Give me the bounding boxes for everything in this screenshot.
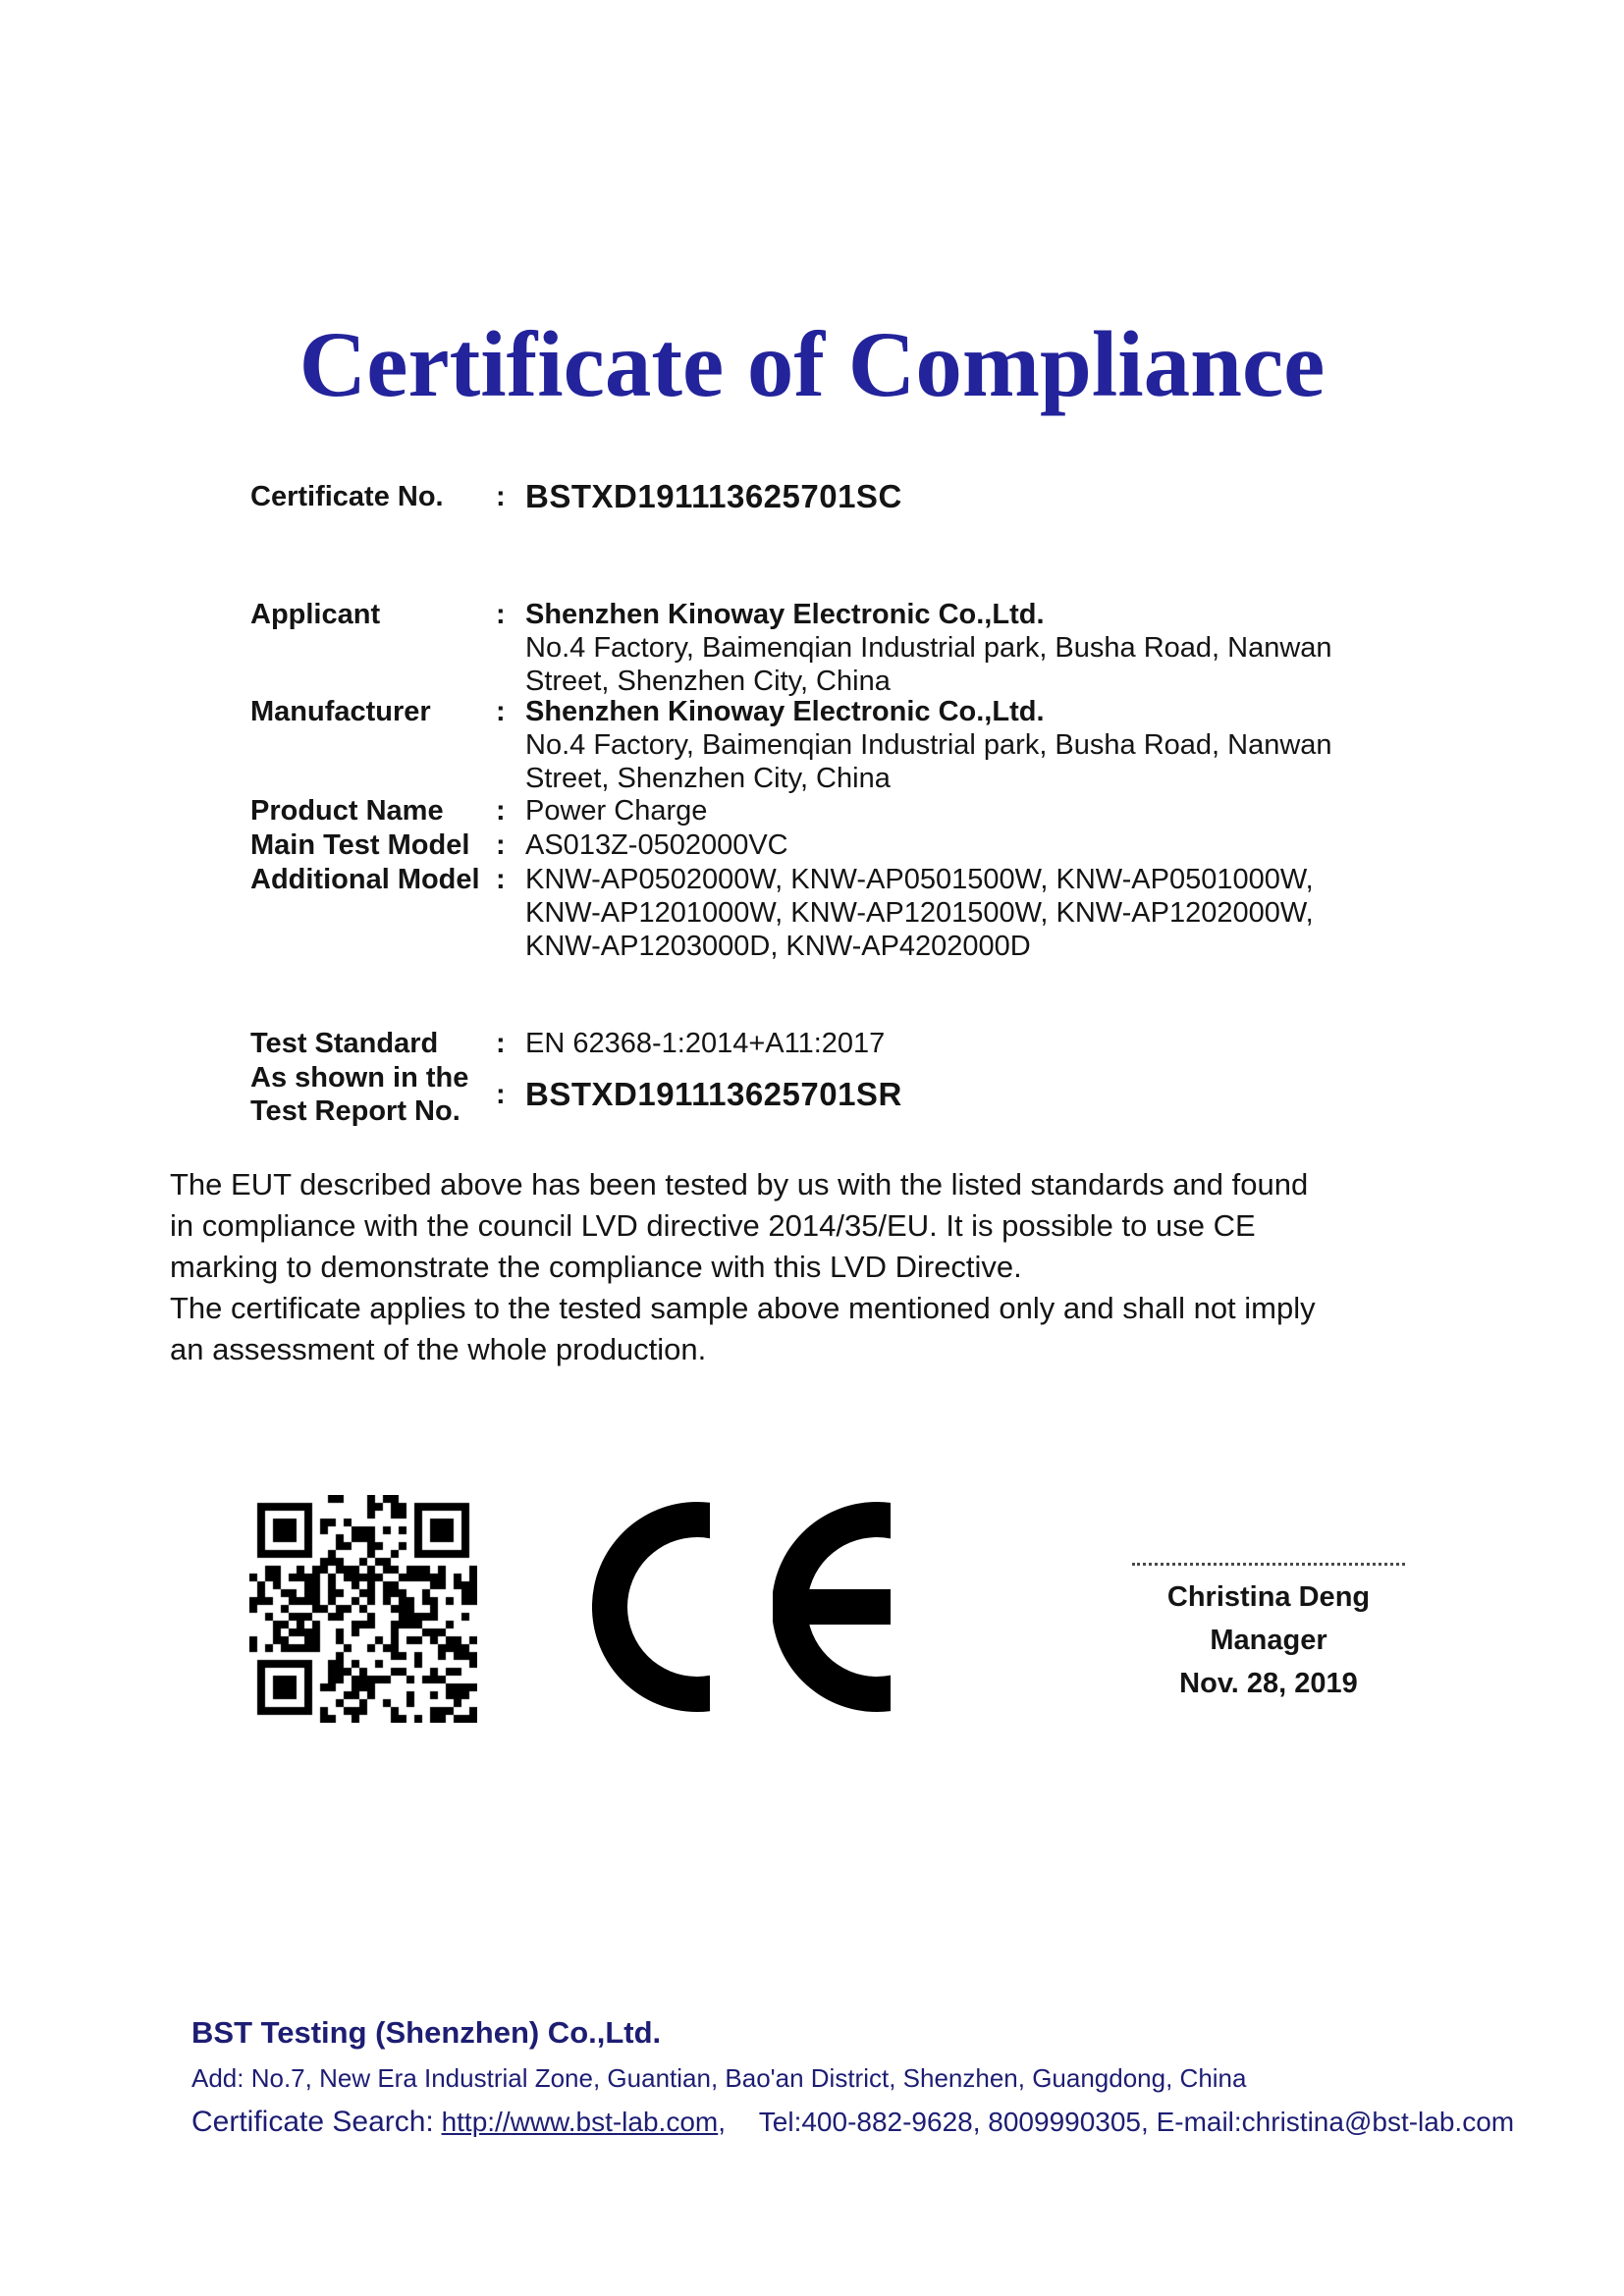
field-colon: :: [496, 829, 506, 861]
applicant-company: Shenzhen Kinoway Electronic Co.,Ltd.: [525, 599, 1045, 630]
row-test-report-no: [250, 1061, 902, 1128]
row-applicant: [250, 598, 1332, 698]
field-colon: :: [496, 481, 506, 512]
statement-line: an assessment of the whole production.: [170, 1332, 707, 1366]
field-colon: :: [496, 696, 506, 727]
page-title: Certificate of Compliance: [298, 312, 1326, 416]
signature-block: [1132, 1563, 1405, 1705]
statement-line: marking to demonstrate the compliance with this LVD Directive.: [170, 1250, 1022, 1284]
row-certificate-no: [250, 480, 902, 513]
field-value-test-standard: EN 62368-1:2014+A11:2017: [525, 1028, 886, 1059]
field-value-certificate-no: BSTXD191113625701SC: [525, 478, 902, 514]
statement-line: The certificate applies to the tested sample above mentioned only and shall not imply: [170, 1291, 1316, 1325]
manufacturer-company: Shenzhen Kinoway Electronic Co.,Ltd.: [525, 696, 1045, 727]
field-colon: :: [496, 599, 506, 630]
field-value-manufacturer: [525, 695, 1332, 795]
applicant-address-line1: No.4 Factory, Baimenqian Industrial park, Busha Road, Nanwan: [525, 632, 1332, 664]
test-report-label-line2: Test Report No.: [250, 1095, 460, 1127]
row-additional-model: [250, 863, 1314, 963]
field-label-test-standard: Test Standard: [250, 1028, 439, 1059]
qr-code-icon: [249, 1495, 477, 1723]
row-manufacturer: [250, 695, 1332, 795]
additional-model-line3: KNW-AP1203000D, KNW-AP4202000D: [525, 931, 1031, 962]
statement-line: in compliance with the council LVD directive 2014/35/EU. It is possible to use CE: [170, 1208, 1256, 1243]
field-value-applicant: [525, 598, 1332, 698]
row-test-standard: [250, 1027, 885, 1060]
field-label-product-name: Product Name: [250, 795, 444, 827]
footer-company-name: BST Testing (Shenzhen) Co.,Ltd.: [191, 2015, 662, 2050]
field-colon: :: [496, 1079, 506, 1110]
field-value-main-test-model: AS013Z-0502000VC: [525, 829, 788, 861]
statement-line: The EUT described above has been tested by us with the listed standards and found: [170, 1167, 1309, 1201]
field-value-test-report-no: BSTXD191113625701SR: [525, 1076, 902, 1112]
field-label-certificate-no: Certificate No.: [250, 481, 444, 512]
field-value-additional-model: [525, 863, 1314, 963]
field-value-product-name: Power Charge: [525, 795, 708, 827]
field-colon: :: [496, 795, 506, 827]
applicant-address-line2: Street, Shenzhen City, China: [525, 666, 891, 697]
footer: [191, 2014, 1514, 2140]
signatory-role: Manager: [1210, 1625, 1327, 1656]
field-label-main-test-model: Main Test Model: [250, 829, 470, 861]
additional-model-line1: KNW-AP0502000W, KNW-AP0501500W, KNW-AP0501000W,: [525, 864, 1314, 895]
footer-contact: Tel:400-882-9628, 8009990305, E-mail:christina@bst-lab.com: [758, 2107, 1515, 2137]
field-colon: :: [496, 1028, 506, 1059]
field-label-manufacturer: Manufacturer: [250, 696, 431, 727]
field-label-applicant: Applicant: [250, 599, 381, 630]
signature-dotted-line: [1132, 1563, 1405, 1566]
field-label-additional-model: Additional Model: [250, 864, 480, 895]
certificate-search-url[interactable]: http://www.bst-lab.com: [441, 2107, 719, 2137]
signature-date: Nov. 28, 2019: [1179, 1668, 1358, 1699]
compliance-statement: [170, 1164, 1505, 1370]
ce-mark-icon: [592, 1502, 891, 1712]
test-report-label-line1: As shown in the: [250, 1062, 469, 1094]
manufacturer-address-line2: Street, Shenzhen City, China: [525, 763, 891, 794]
field-colon: :: [496, 864, 506, 895]
row-main-test-model: [250, 828, 788, 862]
manufacturer-address-line1: No.4 Factory, Baimenqian Industrial park, Busha Road, Nanwan: [525, 729, 1332, 761]
footer-address: Add: No.7, New Era Industrial Zone, Guantian, Bao'an District, Shenzhen, Guangdong, China: [191, 2063, 1247, 2093]
footer-search-line: [191, 2105, 1514, 2140]
footer-comma: ,: [718, 2107, 726, 2137]
certificate-search-label: Certificate Search:: [191, 2106, 434, 2138]
row-product-name: [250, 794, 707, 828]
signatory-name: Christina Deng: [1166, 1581, 1371, 1613]
additional-model-line2: KNW-AP1201000W, KNW-AP1201500W, KNW-AP1202000W,: [525, 897, 1314, 929]
field-label-test-report-no: [250, 1061, 496, 1128]
